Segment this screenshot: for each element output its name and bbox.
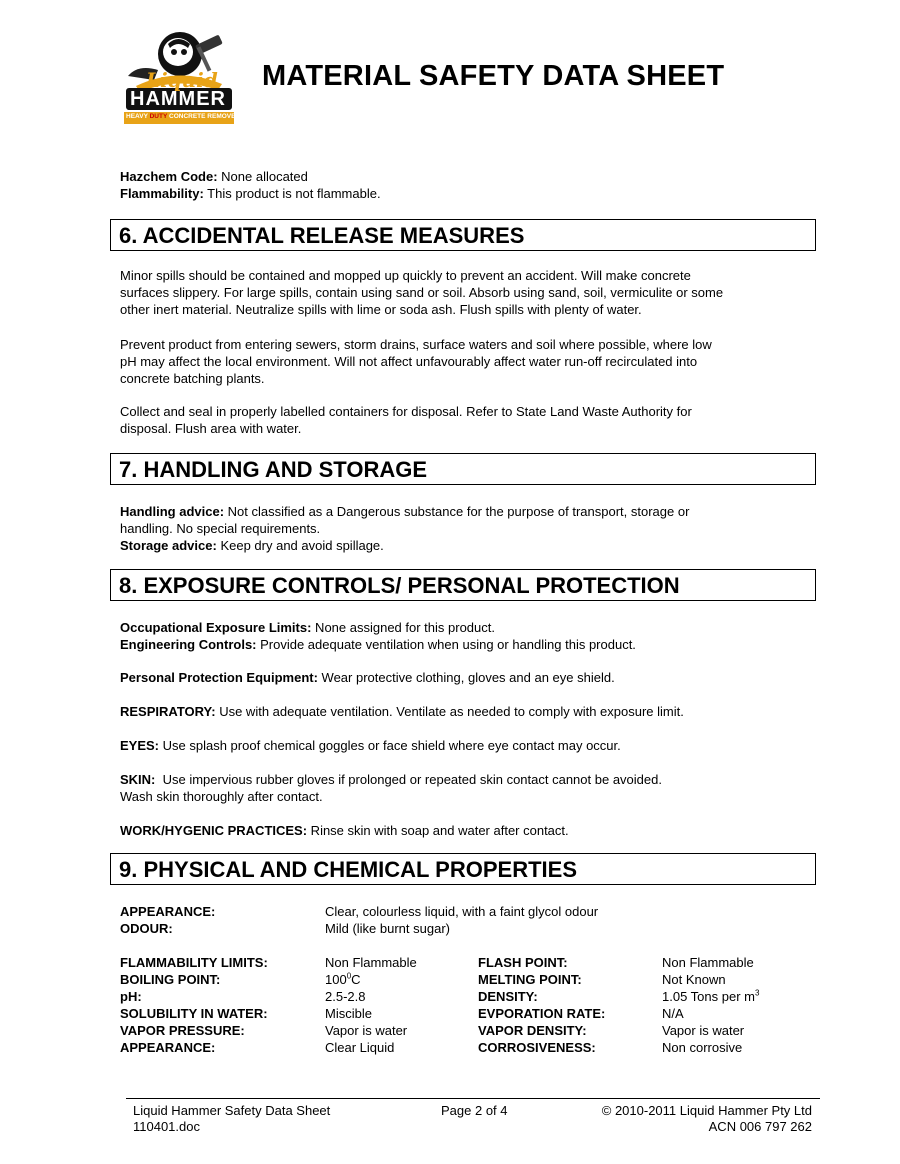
property-label: CORROSIVENESS: bbox=[478, 1040, 596, 1055]
flammability-value: This product is not flammable. bbox=[203, 186, 381, 201]
page-number: Page 2 of 4 bbox=[441, 1103, 508, 1118]
property-label: VAPOR DENSITY: bbox=[478, 1023, 587, 1038]
section-9-header bbox=[110, 853, 816, 885]
handling-value: Not classified as a Dangerous substance for the purpose of transport, storage or bbox=[224, 504, 690, 519]
property-value: Clear Liquid bbox=[325, 1040, 395, 1055]
logo-tagline-word: CONCRETE bbox=[169, 113, 206, 120]
logo-tagline-word: DUTY bbox=[149, 113, 168, 120]
property-label: BOILING POINT: bbox=[120, 972, 221, 987]
property-label: MELTING POINT: bbox=[478, 972, 582, 987]
property-value: Vapor is water bbox=[325, 1023, 408, 1038]
engineering-label: Engineering Controls: bbox=[120, 637, 257, 652]
property-label: pH: bbox=[120, 989, 142, 1004]
paragraph-line: concrete batching plants. bbox=[120, 371, 265, 386]
paragraph-line: disposal. Flush area with water. bbox=[120, 421, 302, 436]
oel-label: Occupational Exposure Limits: bbox=[120, 620, 312, 635]
paragraph-line: other inert material. Neutralize spills with lime or soda ash. Flush spills with plenty of water. bbox=[120, 302, 642, 317]
paragraph-line: Minor spills should be contained and mopped up quickly to prevent an accident. Will make concrete bbox=[120, 268, 691, 283]
property-label: DENSITY: bbox=[478, 989, 538, 1004]
odour-label: ODOUR: bbox=[120, 921, 173, 936]
section-7-header bbox=[110, 453, 816, 485]
logo-tagline-word: HEAVY bbox=[126, 113, 148, 120]
paragraph-line: Collect and seal in properly labelled containers for disposal. Refer to State Land Waste Authority for bbox=[120, 404, 692, 419]
section-6-body bbox=[120, 267, 820, 318]
cubic-superscript: 3 bbox=[754, 988, 760, 998]
section-8-header bbox=[110, 569, 816, 601]
respiratory-value: Use with adequate ventilation. Ventilate as needed to comply with exposure limit. bbox=[215, 704, 684, 719]
skin-value: Use impervious rubber gloves if prolonged or repeated skin contact cannot be avoided. bbox=[155, 772, 662, 787]
density-value: 1.05 Tons per m bbox=[662, 989, 755, 1004]
section-6-body bbox=[120, 336, 820, 387]
flammability-label: Flammability: bbox=[120, 186, 204, 201]
property-value: Non Flammable bbox=[325, 955, 417, 970]
property-value: Vapor is water bbox=[662, 1023, 745, 1038]
eyes-value: Use splash proof chemical goggles or face shield where eye contact may occur. bbox=[159, 738, 621, 753]
oel-value: None assigned for this product. bbox=[311, 620, 495, 635]
skin-value-cont: Wash skin thoroughly after contact. bbox=[120, 789, 323, 804]
storage-value: Keep dry and avoid spillage. bbox=[216, 538, 384, 553]
paragraph-line: surfaces slippery. For large spills, contain using sand or soil. Absorb using sand, soil, vermiculite or some bbox=[120, 285, 724, 300]
footer-acn: ACN 006 797 262 bbox=[708, 1119, 812, 1134]
company-logo bbox=[118, 26, 241, 126]
property-value: 2.5-2.8 bbox=[325, 989, 366, 1004]
footer-copyright: © 2010-2011 Liquid Hammer Pty Ltd bbox=[601, 1103, 812, 1118]
handling-value-cont: handling. No special requirements. bbox=[120, 521, 321, 536]
section-8-body bbox=[120, 619, 820, 653]
property-value: Not Known bbox=[662, 972, 726, 987]
degree-superscript: 0 bbox=[346, 971, 352, 981]
property-label: EVPORATION RATE: bbox=[478, 1006, 606, 1021]
work-practices-line bbox=[120, 822, 569, 839]
ppe-label: Personal Protection Equipment: bbox=[120, 670, 318, 685]
engineering-value: Provide adequate ventilation when using or handling this product. bbox=[256, 637, 636, 652]
eyes-line bbox=[120, 737, 621, 754]
section-7-title: 7. HANDLING AND STORAGE bbox=[119, 457, 428, 482]
logo-main-text: HAMMER bbox=[130, 88, 226, 110]
logo-script-text: Liquid bbox=[146, 68, 218, 92]
property-value: Non corrosive bbox=[662, 1040, 743, 1055]
property-value: Non Flammable bbox=[662, 955, 754, 970]
storage-label: Storage advice: bbox=[120, 538, 217, 553]
ppe-value: Wear protective clothing, gloves and an eye shield. bbox=[317, 670, 615, 685]
respiratory-line bbox=[120, 703, 684, 720]
section-6-body bbox=[120, 403, 820, 437]
appearance-value: Clear, colourless liquid, with a faint glycol odour bbox=[325, 904, 599, 919]
section-9-title: 9. PHYSICAL AND CHEMICAL PROPERTIES bbox=[119, 857, 577, 882]
property-value: N/A bbox=[662, 1006, 684, 1021]
boiling-value: 100 bbox=[325, 972, 347, 987]
work-practices-label: WORK/HYGENIC PRACTICES: bbox=[120, 823, 308, 838]
footer-rule bbox=[126, 1098, 820, 1099]
footer-doc-title: Liquid Hammer Safety Data Sheet bbox=[133, 1103, 331, 1118]
section-6-header bbox=[110, 219, 816, 251]
boiling-unit: C bbox=[351, 972, 361, 987]
property-label: FLASH POINT: bbox=[478, 955, 568, 970]
property-label: APPEARANCE: bbox=[120, 1040, 216, 1055]
paragraph-line: pH may affect the local environment. Will not affect unfavourably affect water run-off recirculated into bbox=[120, 354, 698, 369]
property-value bbox=[662, 988, 759, 1005]
section-7-body bbox=[120, 503, 820, 554]
eyes-label: EYES: bbox=[120, 738, 160, 753]
respiratory-label: RESPIRATORY: bbox=[120, 704, 216, 719]
document-title: MATERIAL SAFETY DATA SHEET bbox=[262, 60, 725, 92]
property-value bbox=[325, 971, 361, 988]
section-8-title: 8. EXPOSURE CONTROLS/ PERSONAL PROTECTION bbox=[119, 573, 680, 598]
ppe-line bbox=[120, 669, 615, 686]
property-label: FLAMMABILITY LIMITS: bbox=[120, 955, 268, 970]
odour-value: Mild (like burnt sugar) bbox=[325, 921, 450, 936]
hazchem-value: None allocated bbox=[217, 169, 308, 184]
paragraph-line: Prevent product from entering sewers, storm drains, surface waters and soil where possible, where low bbox=[120, 337, 712, 352]
handling-label: Handling advice: bbox=[120, 504, 225, 519]
appearance-label: APPEARANCE: bbox=[120, 904, 216, 919]
work-practices-value: Rinse skin with soap and water after contact. bbox=[307, 823, 569, 838]
hazchem-line bbox=[120, 168, 308, 185]
logo-tagline bbox=[126, 113, 240, 120]
footer-doc-file: 110401.doc bbox=[133, 1119, 200, 1134]
logo-tagline-word: REMOVER bbox=[207, 113, 241, 120]
skin-block bbox=[120, 771, 820, 805]
property-label: VAPOR PRESSURE: bbox=[120, 1023, 245, 1038]
skin-label: SKIN: bbox=[120, 772, 156, 787]
flammability-line bbox=[120, 185, 381, 202]
property-label: SOLUBILITY IN WATER: bbox=[120, 1006, 268, 1021]
property-value: Miscible bbox=[325, 1006, 372, 1021]
hazchem-label: Hazchem Code: bbox=[120, 169, 218, 184]
section-6-title: 6. ACCIDENTAL RELEASE MEASURES bbox=[119, 223, 525, 248]
